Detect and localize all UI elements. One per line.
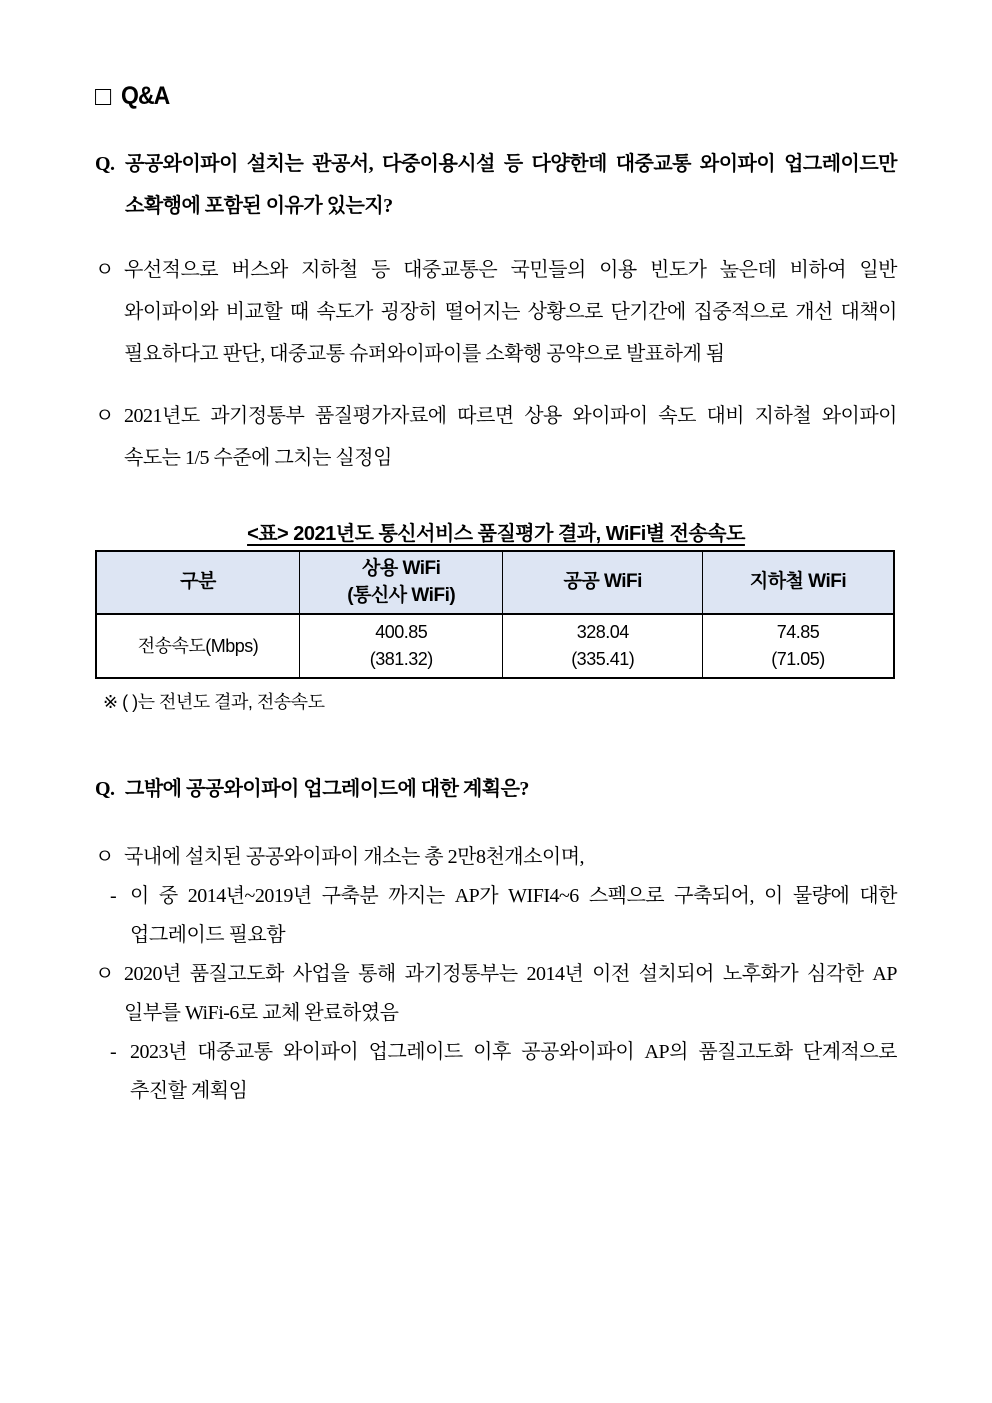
circle-bullet-marker: ㅇ [95,405,114,427]
answer-2-subbullet-1-text: 이 중 2014년~2019년 구축분 까지는 AP가 WIFI4~6 스펙으로 구축되어, 이 물량에 대한 업그레이드 필요함 [130,885,897,947]
question-2-text: 그밖에 공공와이파이 업그레이드에 대한 계획은? [125,778,529,801]
answer-2-subbullet-2-text: 2023년 대중교통 와이파이 업그레이드 이후 공공와이파이 AP의 품질고도화 단계적으로 추진할 계획임 [130,1041,897,1103]
circle-bullet-marker: ㅇ [95,963,114,986]
answer-2-bullets [95,838,897,1111]
column-header-commercial-wifi [299,551,502,614]
question-1 [95,143,897,227]
table-header-row [96,551,894,614]
commercial-wifi-current-value: 400.85 [375,622,428,643]
answer-2-bullet-1 [95,838,897,877]
column-header-subway-wifi-text: 지하철 WiFi [749,571,847,593]
column-header-commercial-wifi-text: 상용 WiFi [362,558,441,579]
answer-2-subbullet-1 [95,877,897,955]
answer-1-bullet-1-text: 우선적으로 버스와 지하철 등 대중교통은 국민들의 이용 빈도가 높은데 비하여 일반 와이파이와 비교할 때 속도가 굉장히 떨어지는 상황으로 단기간에 집중적으로 개선 대책이 필요하다고 판단, 대중교통 슈퍼와이파이를 소확행 공약으로 발표하게 됨 [124,259,897,365]
answer-2-bullet-1-text: 국내에 설치된 공공와이파이 개소는 총 2만8천개소이며, [124,846,585,869]
column-header-commercial-wifi-subtext: (통신사 WiFi) [347,584,456,606]
subway-wifi-previous-value: (71.05) [771,649,825,670]
commercial-wifi-previous-value: (381.32) [369,649,433,670]
cell-commercial-wifi-speed [299,614,502,678]
qa-section-heading [95,82,897,111]
qa-heading-title: Q&A [121,82,170,110]
public-wifi-previous-value: (335.41) [571,649,635,670]
answer-2-bullet-2-text: 2020년 품질고도화 사업을 통해 과기정통부는 2014년 이전 설치되어 노후화가 심각한 AP 일부를 WiFi-6로 교체 완료하였음 [124,963,897,1025]
wifi-speed-table [95,550,895,679]
answer-1-bullet-1 [95,249,897,375]
answer-1-bullet-2-text: 2021년도 과기정통부 품질평가자료에 따르면 상용 와이파이 속도 대비 지하철 와이파이 속도는 1/5 수준에 그치는 실정임 [124,405,897,469]
row-label-transmission-speed [96,614,299,678]
answer-2-bullet-2 [95,955,897,1033]
answer-1-bullet-2 [95,395,897,479]
circle-bullet-marker: ㅇ [95,259,114,281]
column-header-public-wifi [503,551,703,614]
public-wifi-current-value: 328.04 [576,622,629,643]
question-1-text: 공공와이파이 설치는 관공서, 다중이용시설 등 다양한데 대중교통 와이파이 업그레이드만 소확행에 포함된 이유가 있는지? [125,153,897,217]
cell-subway-wifi-speed [702,614,894,678]
row-label-text: 전송속도(Mbps) [137,635,259,656]
subway-wifi-current-value: 74.85 [776,622,820,643]
question-1-label: Q. [95,153,115,175]
dash-bullet-marker: - [110,885,117,908]
column-header-category-text: 구분 [180,571,216,593]
answer-2-subbullet-2 [95,1033,897,1111]
dash-bullet-marker: - [110,1041,117,1064]
table-row-transmission-speed [96,614,894,678]
table-footnote: ※ ( )는 전년도 결과, 전송속도 [103,692,325,713]
question-2-label: Q. [95,778,115,801]
cell-public-wifi-speed [503,614,703,678]
column-header-subway-wifi [702,551,894,614]
column-header-public-wifi-text: 공공 WiFi [563,571,642,593]
question-2 [95,768,897,810]
wifi-speed-table-section [95,517,897,714]
table-title: <표> 2021년도 통신서비스 품질평가 결과, WiFi별 전송속도 [247,523,745,545]
column-header-category [96,551,299,614]
square-box-icon: □ [95,81,112,111]
circle-bullet-marker: ㅇ [95,846,114,869]
